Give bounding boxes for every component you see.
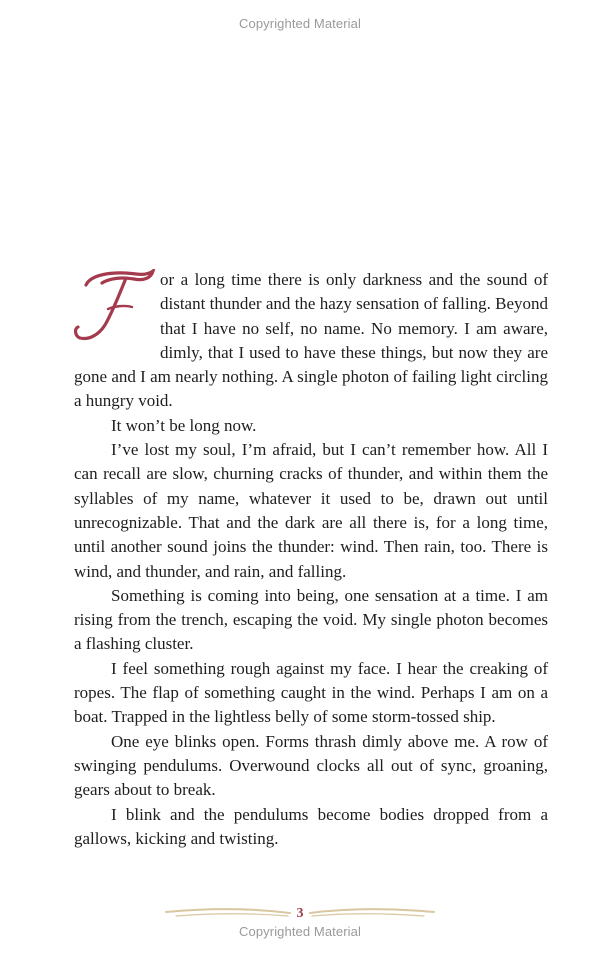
paragraph-1 [74, 268, 548, 414]
watermark-bottom: Copyrighted Material [239, 924, 361, 939]
watermark-top: Copyrighted Material [239, 16, 361, 31]
paragraph-4: Something is coming into being, one sensation at a time. I am rising from the trench, escaping the void. My single photon becomes a flashing cluster. [74, 585, 548, 654]
paragraph-7: I blink and the pendulums become bodies dropped from a gallows, kicking and twisting. [74, 804, 548, 848]
drop-cap [74, 269, 156, 345]
first-paragraph-text: or a long time there is only darkness and the sound of distant thunder and the hazy sensation of falling. Beyond that I have no self, no name. No memory. I am aware, dimly, that I used to have these things, but now they are gone and I am nearly nothing. A single photon of failing light circling a hungry void. [74, 270, 548, 411]
paragraph-6: One eye blinks open. Forms thrash dimly above me. A row of swinging pendulums. Overwound clocks all out of sync, groaning, gears about to break. [74, 731, 548, 800]
page-number: 3 [296, 906, 304, 921]
paragraph-3: I’ve lost my soul, I’m afraid, but I can’t remember how. All I can recall are slow, churning cracks of thunder, and within them the syllables of my name, whatever it used to be, drawn out until unrecognizable. That and the dark are all there is, for a long time, until another sound joins the thunder: wind. Then rain, too. There is wind, and thunder, and rain, and falling. [74, 440, 548, 581]
paragraph-5: I feel something rough against my face. I hear the creaking of ropes. The flap of something caught in the wind. Perhaps I am on a boat. Trapped in the lightless belly of some storm-tossed ship. [74, 658, 548, 727]
drop-cap-f-icon [74, 269, 156, 345]
chapter-text [74, 268, 548, 851]
paragraph-2: It won’t be long now. [111, 415, 257, 435]
page-footer [0, 902, 600, 924]
